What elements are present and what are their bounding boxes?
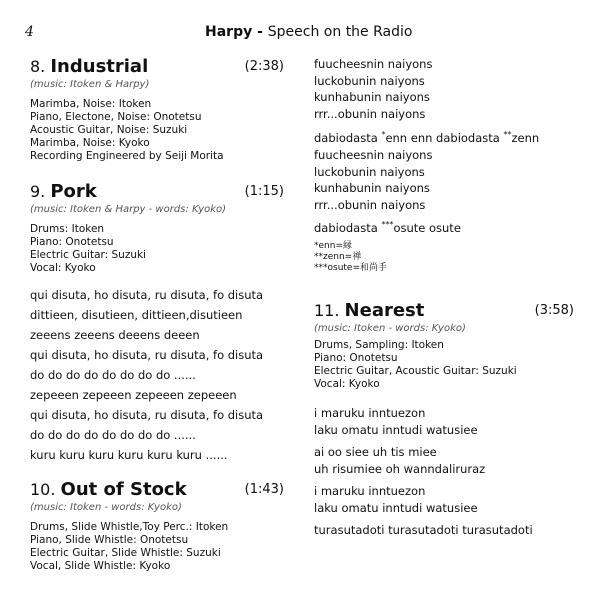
song-number: 9. [30,182,46,201]
lyric-line: zeeens zeeens deeens deeen [30,328,200,342]
header-separator: - [252,24,268,40]
page-number: 4 [25,24,34,40]
lyric-line: laku omatu inntudi watusiee [314,500,478,515]
song-credit: (music: Itoken & Harpy) [30,79,150,90]
lyric-line: qui disuta, ho disuta, ru disuta, fo disuta [30,348,264,362]
song-title: Industrial [50,56,149,77]
personnel-line: Piano: Onotetsu [314,352,398,364]
song-title: Pork [50,181,97,202]
personnel-line: Piano: Onotetsu [30,236,114,248]
lyrics-block [314,405,574,539]
song-out-of-stock [30,479,284,573]
personnel-line: Electric Guitar: Suzuki [30,249,146,261]
song-duration: (2:38) [244,59,284,74]
lyric-line: luckobunin naiyons [314,164,425,179]
personnel-line: Electric Guitar, Acoustic Guitar: Suzuki [314,365,517,377]
lyric-text: dabiodasta [314,130,382,145]
personnel-line: Piano, Electone, Noise: Onotetsu [30,111,202,123]
song-title: Out of Stock [60,479,187,500]
personnel-line: Vocal: Kyoko [30,262,96,274]
engineer-credit: Recording Engineered by Seiji Morita [30,150,224,162]
lyric-line: do do do do do do do do ...... [30,428,196,442]
lyric-line: rrr...obunin naiyons [314,106,426,121]
personnel-line: Drums, Slide Whistle,Toy Perc.: Itoken [30,521,229,533]
lyric-text: osute osute [393,220,461,235]
song-nearest [314,300,574,539]
personnel-list [30,98,284,163]
artist-name: Harpy [205,24,253,40]
lyric-line: uh risumiee oh wanndaliruraz [314,461,486,476]
lyric-line: fuucheesnin naiyons [314,148,433,162]
footnote: *enn=縁 [314,241,352,251]
song-industrial [30,56,284,163]
lyric-line: dittieen, disutieen, dittieen,disutieen [30,308,243,322]
lyrics-block [30,285,284,465]
personnel-list [314,339,574,391]
lyric-text: enn enn dabiodasta [385,130,504,145]
lyric-line [314,125,574,145]
right-column [314,56,574,539]
lyric-line: laku omatu inntudi watusiee [314,422,478,437]
lyric-line: zepeeen zepeeen zepeeen zepeeen [30,388,237,402]
lyric-line: rrr...obunin naiyons [314,197,426,212]
lyric-text: dabiodasta [314,220,382,235]
personnel-list [30,521,284,573]
song-number: 8. [30,57,46,76]
personnel-line: Acoustic Guitar, Noise: Suzuki [30,124,188,136]
footnote-marker: *** [381,220,394,229]
lyric-line: ai oo siee uh tis miee [314,445,437,459]
lyric-line: turasutadoti turasutadoti turasutadoti [314,523,533,537]
personnel-line: Piano, Slide Whistle: Onotetsu [30,534,189,546]
page-header [205,24,412,40]
personnel-line: Vocal, Slide Whistle: Kyoko [30,560,171,572]
lyric-line: qui disuta, ho disuta, ru disuta, fo disuta [30,288,264,302]
lyric-line [314,215,574,235]
song-number: 10. [30,480,56,499]
song-duration: (1:43) [244,482,284,497]
lyric-line: do do do do do do do do ...... [30,368,196,382]
personnel-line: Drums: Itoken [30,223,105,235]
lyric-line: kuru kuru kuru kuru kuru kuru ...... [30,448,228,462]
footnote-marker: * [381,130,386,139]
lyric-text: zenn [511,130,540,145]
personnel-line: Drums, Sampling: Itoken [314,339,444,351]
lyric-line: i maruku inntuezon [314,406,426,420]
personnel-list [30,223,284,275]
lyric-line: kunhabunin naiyons [314,90,430,104]
song-credit: (music: Itoken & Harpy - words: Kyoko) [30,204,227,215]
footnotes [314,241,574,274]
footnote-marker: ** [503,130,512,139]
song-title: Nearest [344,300,425,321]
industrial-lyrics-block [314,56,574,274]
song-credit: (music: Itoken - words: Kyoko) [30,502,182,513]
lyric-line: luckobunin naiyons [314,73,425,88]
song-duration: (3:58) [534,303,574,318]
personnel-line: Electric Guitar, Slide Whistle: Suzuki [30,547,221,559]
album-title: Speech on the Radio [267,24,413,40]
lyric-line: fuucheesnin naiyons [314,57,433,71]
footnote: **zenn=禅 [314,252,362,262]
lyric-line: kunhabunin naiyons [314,181,430,195]
lyric-line: qui disuta, ho disuta, ru disuta, fo disuta [30,408,264,422]
song-pork [30,181,284,465]
personnel-line: Vocal: Kyoko [314,378,380,390]
left-column [30,56,284,573]
song-duration: (1:15) [244,184,284,199]
personnel-line: Marimba, Noise: Itoken [30,98,152,110]
lyric-line: i maruku inntuezon [314,484,426,498]
song-credit: (music: Itoken - words: Kyoko) [314,323,466,334]
footnote: ***osute=和尚手 [314,263,388,273]
personnel-line: Marimba, Noise: Kyoko [30,137,150,149]
song-number: 11. [314,301,340,320]
